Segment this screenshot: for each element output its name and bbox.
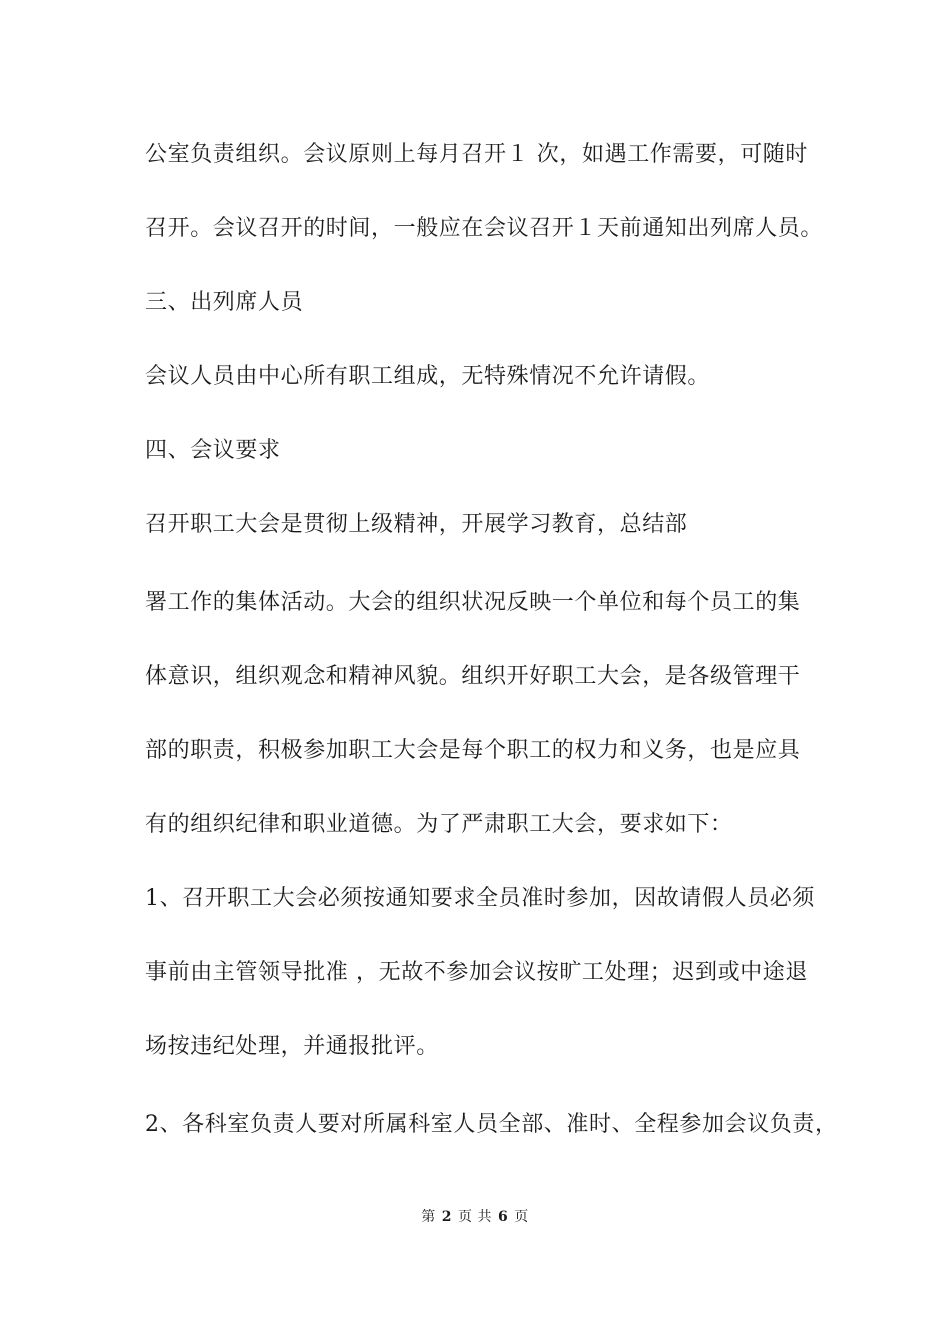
text-line-8: 体意识，组织观念和精神风貌。组织开好职工大会，是各级管理干 bbox=[145, 664, 801, 689]
text-line-6: 召开职工大会是贯彻上级精神，开展学习教育，总结部 bbox=[145, 512, 688, 537]
section-heading-requirements: 四、会议要求 bbox=[145, 438, 281, 463]
section-heading-attendees: 三、出列席人员 bbox=[145, 290, 304, 315]
footer-suffix: 页 bbox=[514, 1209, 529, 1225]
footer-total-pages: 6 bbox=[497, 1209, 509, 1225]
list-item-1-line-3: 场按违纪处理，并通报批评。 bbox=[145, 1034, 439, 1059]
page-footer bbox=[0, 1208, 950, 1226]
list-item-1-line-2: 事前由主管领导批准 ，无故不参加会议按旷工处理；迟到或中途退 bbox=[145, 960, 808, 985]
footer-prefix: 第 bbox=[421, 1209, 436, 1225]
text-line-4: 会议人员由中心所有职工组成，无特殊情况不允许请假。 bbox=[145, 364, 711, 389]
text-line-2: 召开。会议召开的时间，一般应在会议召开１天前通知出列席人员。 bbox=[145, 216, 824, 241]
text-line-9: 部的职责，积极参加职工大会是每个职工的权力和义务，也是应具 bbox=[145, 738, 801, 763]
text-line-1: 公室负责组织。会议原则上每月召开１ 次，如遇工作需要，可随时 bbox=[145, 142, 808, 167]
footer-current-page: 2 bbox=[441, 1209, 453, 1225]
list-item-1-line-1: 1、召开职工大会必须按通知要求全员准时参加，因故请假人员必须 bbox=[145, 886, 815, 911]
footer-middle: 页 共 bbox=[458, 1209, 492, 1225]
text-line-7: 署工作的集体活动。大会的组织状况反映一个单位和每个员工的集 bbox=[145, 590, 801, 615]
text-line-10: 有的组织纪律和职业道德。为了严肃职工大会，要求如下： bbox=[145, 812, 733, 837]
list-item-2-line-1: 2、各科室负责人要对所属科室人员全部、准时、全程参加会议负责， bbox=[145, 1112, 838, 1137]
